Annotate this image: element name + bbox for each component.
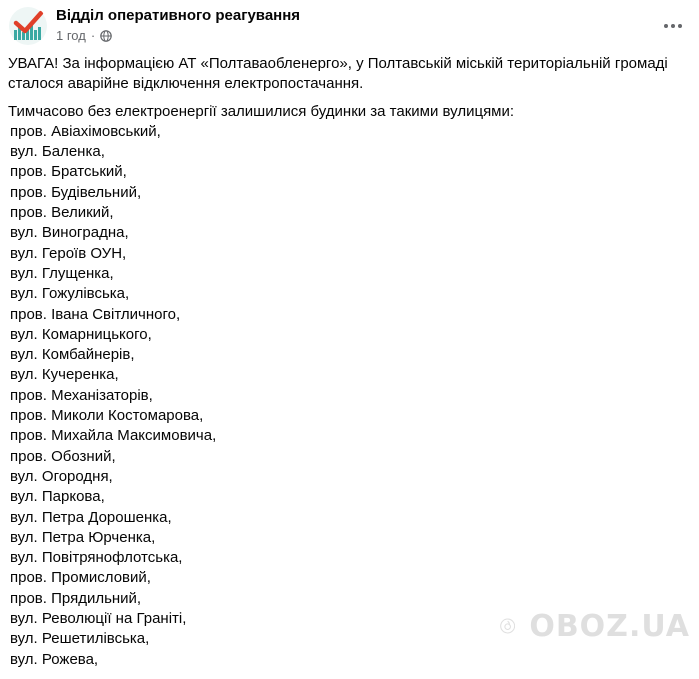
street-item: вул. Гожулівська, [10,285,130,303]
street-item: вул. Рожева, [10,650,99,668]
page-name[interactable]: Відділ оперативного реагування [56,7,301,24]
street-item: вул. Огородня, [10,467,113,485]
street-item: пров. Великий, [10,204,114,222]
list-heading: Тимчасово без електроенергії залишилися будинки за такими вулицями: [8,102,515,120]
watermark-text: OBOZ.UA [529,608,690,644]
globe-icon [100,30,112,42]
street-item: пров. Промисловий, [10,569,151,587]
street-item: вул. Героїв ОУН, [10,244,127,262]
meta-separator: · [90,28,96,43]
street-item: вул. Виноградна, [10,224,129,242]
avatar[interactable] [8,6,48,46]
street-item: вул. Петра Юрченка, [10,528,156,546]
street-item: вул. Решетилівська, [10,630,150,648]
street-item: пров. Обозний, [10,447,116,465]
street-item: пров. Михайла Максимовича, [10,427,217,445]
post-header [8,4,691,48]
street-item: пров. Будівельний, [10,183,142,201]
more-horizontal-icon [663,23,683,29]
post-intro: УВАГА! За інформацією АТ «Полтаваобленерго», у Полтавській міській територіальній громаді сталося аварійне відключення електропостачання. [8,55,668,93]
street-item: вул. Кучеренка, [10,366,119,384]
street-item: вул. Петра Дорошенка, [10,508,172,526]
checkmark-logo-icon [8,6,48,46]
street-item: пров. Авіахімовський, [10,122,161,140]
street-list [8,122,692,670]
post-content [8,54,692,670]
street-item: вул. Революції на Граніті, [10,610,187,628]
street-item: вул. Баленка, [10,143,105,161]
post-time[interactable]: 1 год [56,28,86,43]
post-meta [56,28,112,43]
more-options-button[interactable] [659,12,687,40]
street-item: вул. Паркова, [10,488,105,506]
street-item: пров. Миколи Костомарова, [10,407,204,425]
street-item: пров. Івана Світличного, [10,305,181,323]
street-item: пров. Прядильний, [10,589,142,607]
street-item: вул. Повітрянофлотська, [10,549,183,567]
street-item: пров. Братський, [10,163,127,181]
street-item: вул. Комарницького, [10,325,152,343]
street-item: пров. Механізаторів, [10,386,153,404]
street-item: вул. Комбайнерів, [10,346,135,364]
street-item: вул. Глущенка, [10,264,114,282]
